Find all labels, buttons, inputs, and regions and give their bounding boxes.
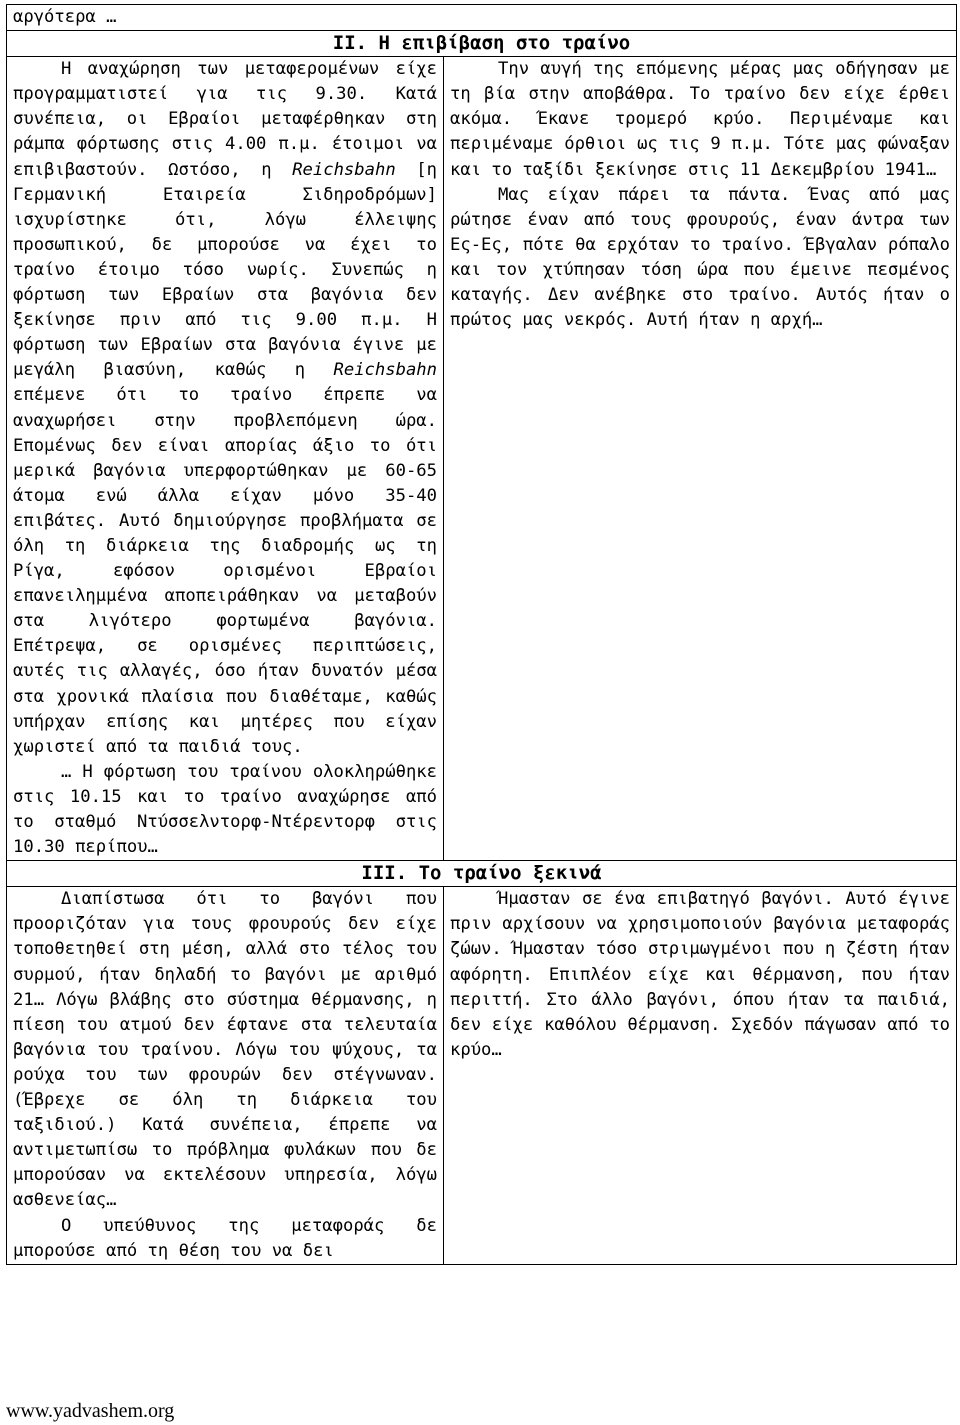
section3-heading-row [7, 861, 957, 887]
emphasis-term: Reichsbahn [292, 159, 396, 180]
continuation-row [7, 5, 957, 31]
survivor-account-column [444, 887, 957, 1264]
section2-body-row [7, 57, 957, 861]
section2-heading-row [7, 31, 957, 57]
section-heading: ΙΙΙ. Το τραίνο ξεκινά [7, 861, 957, 887]
document-table [6, 4, 957, 1265]
paragraph: Διαπίστωσα ότι το βαγόνι που προοριζόταν για τους φρουρούς δεν είχε τοποθετηθεί στη μέση, αλλά στο τέλος του συρμού, ήταν δηλαδή το βαγόνι με αριθμό 21… Λόγω βλάβης στο σύστημα θέρμανσης, η πίεση του ατμού δεν έφτανε στα τελευταία βαγόνια του τραίνου. Λόγω του ψύχους, τα ρούχα του των φρουρών δεν στέγνωναν. (Έβρεχε σε όλη τη διάρκεια του ταξιδιού.) Κατά συνέπεια, έπρεπε να αντιμετωπίσω το πρόβλημα φυλάκων που δε μπορούσαν να εκτελέσουν υπηρεσία, λόγω ασθενείας… [13, 889, 437, 1211]
paragraph: Ο υπεύθυνος της μεταφοράς δε μπορούσε από τη θέση του να δει [13, 1215, 437, 1261]
paragraph: Ήμασταν σε ένα επιβατηγό βαγόνι. Αυτό έγινε πριν αρχίσουν να χρησιμοποιούν βαγόνια μεταφοράς ζώων. Ήμασταν τόσο στριμωγμένοι που η ζέστη ήταν αφόρητη. Επιπλέον είχε και θέρμανση, που ήταν περιττή. Στο άλλο βαγόνι, όπου ήταν τα παιδιά, δεν είχε καθόλου θέρμανση. Σχεδόν πάγωσαν από το κρύο… [450, 889, 951, 1060]
paragraph: Μας είχαν πάρει τα πάντα. Ένας από μας ρώτησε έναν από τους φρουρούς, έναν άντρα των Ες-Ες, πότε θα ερχόταν το τραίνο. Έβγαλαν ρόπαλο και τον χτύπησαν τόση ώρα που έμεινε πεσμένος καταγής. Δεν ανέβηκε στο τραίνο. Αυτός ήταν ο πρώτος μας νεκρός. Αυτή ήταν η αρχή… [450, 184, 951, 331]
perpetrator-account-column [7, 57, 444, 861]
footer-url: www.yadvashem.org [6, 1400, 175, 1422]
perpetrator-account-column [7, 887, 444, 1264]
text-run: Η αναχώρηση των μεταφερομένων είχε προγραμματιστεί για τις 9.30. Κατά συνέπεια, οι Εβραίοι μεταφέρθηκαν στη ράμπα φόρτωσης στις 4.00 π.μ. έτοιμοι να επιβιβαστούν. Ωστόσο, η [13, 59, 437, 180]
paragraph: Την αυγή της επόμενης μέρας μας οδήγησαν με τη βία στην αποβάθρα. Το τραίνο δεν είχε έρθει ακόμα. Έκανε τρομερό κρύο. Περιμέναμε και περιμέναμε όρθιοι ως τις 9 π.μ. Τότε μας φώναξαν και το ταξίδι ξεκίνησε στις 11 Δεκεμβρίου 1941… [450, 59, 951, 180]
continuation-text: αργότερα … [7, 5, 957, 31]
text-run: [η Γερμανική Εταιρεία Σιδηροδρόμων] ισχυρίστηκε ότι, λόγω έλλειψης προσωπικού, δε μπορούσε να έχει το τραίνο έτοιμο τόσο νωρίς. Συνεπώς η φόρτωση των Εβραίων στα βαγόνια δεν ξεκίνησε πριν από τις 9.00 π.μ. Η φόρτωση των Εβραίων στα βαγόνια έγινε με μεγάλη βιασύνη, καθώς η [13, 159, 437, 381]
paragraph: … Η φόρτωση του τραίνου ολοκληρώθηκε στις 10.15 και το τραίνο αναχώρησε από το σταθμό Ντύσσελντορφ-Ντέρεντορφ στις 10.30 περίπου… [13, 761, 437, 858]
survivor-account-column [444, 57, 957, 861]
paragraph [13, 57, 437, 760]
text-run: επέμενε ότι το τραίνο έπρεπε να αναχωρήσει στην προβλεπόμενη ώρα. Επομένως δεν είναι απορίας άξιο το ότι μερικά βαγόνια υπερφορτώθηκαν με 60-65 άτομα ενώ άλλα είχαν μόνο 35-40 επιβάτες. Αυτό δημιούργησε προβλήματα σε όλη τη διάρκεια της διαδρομής ως τη Ρίγα, εφόσον ορισμένοι Εβραίοι επανειλημμένα αποπειράθηκαν να μεταβούν στα λιγότερο φορτωμένα βαγόνια. Επέτρεψα, σε ορισμένες περιπτώσεις, αυτές τις αλλαγές, όσο ήταν δυνατόν μέσα στα χρονικά πλαίσια που διαθέταμε, καθώς υπήρχαν επίσης και μητέρες που είχαν χωριστεί από τα παιδιά τους. [13, 385, 437, 757]
emphasis-term: Reichsbahn [333, 360, 437, 381]
section-heading: ΙΙ. Η επιβίβαση στο τραίνο [7, 31, 957, 57]
section3-body-row [7, 887, 957, 1264]
